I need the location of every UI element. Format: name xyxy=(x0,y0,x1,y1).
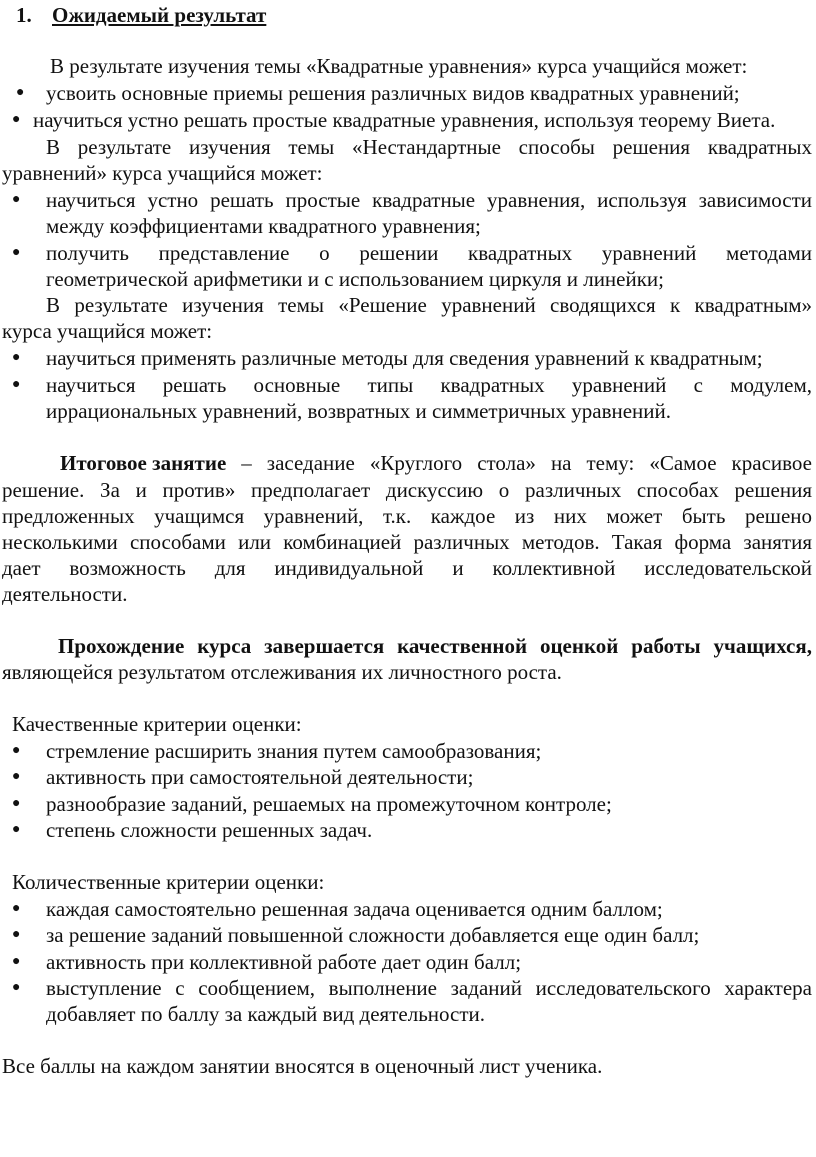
qualitative-item-4: степень сложности решенных задач. xyxy=(46,818,373,842)
block2-bullet2-line1: получить представление о решении квадратных уравнений методами xyxy=(46,241,812,265)
block3-intro-line1: В результате изучения темы «Решение уравнений сводящихся к квадратным» xyxy=(46,293,812,317)
bullet-dot-icon: ● xyxy=(12,796,21,811)
final-lesson-line5: дает возможность для индивидуальной и коллективной исследовательской xyxy=(2,556,812,580)
completion-bold-line: Прохождение курса завершается качественной оценкой работы учащихся, xyxy=(58,634,812,658)
block1-bullet-2: научиться устно решать простые квадратные уравнения, используя теорему Виета. xyxy=(33,108,776,132)
final-lesson-line6: деятельности. xyxy=(2,582,128,606)
bullet-dot-icon: ● xyxy=(12,112,21,127)
final-lesson-line1-rest: – заседание «Круглого стола» на тему: «Самое красивое xyxy=(226,451,812,475)
final-lesson-line3: предложенных учащимся уравнений, т.к. каждое из них может быть решено xyxy=(2,504,812,528)
bullet-dot-icon: ● xyxy=(12,350,21,365)
qualitative-item-1: стремление расширить знания путем самообразования; xyxy=(46,739,542,763)
block2-intro-line2: уравнений» курса учащийся может: xyxy=(2,161,323,185)
block2-bullet1-line2: между коэффициентами квадратного уравнения; xyxy=(46,214,481,238)
bullet-dot-icon: ● xyxy=(12,377,21,392)
block2-intro-line1: В результате изучения темы «Нестандартные способы решения квадратных xyxy=(46,135,812,159)
block1-intro: В результате изучения темы «Квадратные уравнения» курса учащийся может: xyxy=(50,54,748,78)
final-lesson-label: Итоговое занятие xyxy=(60,451,227,475)
quantitative-item-4-line2: добавляет по баллу за каждый вид деятельности. xyxy=(46,1002,486,1026)
block3-intro-line2: курса учащийся может: xyxy=(2,319,213,343)
bullet-dot-icon: ● xyxy=(12,927,21,942)
bullet-dot-icon: ● xyxy=(12,980,21,995)
bullet-dot-icon: ● xyxy=(12,245,21,260)
block2-bullet1-line1: научиться устно решать простые квадратные уравнения, используя зависимости xyxy=(46,188,812,212)
qualitative-item-3: разнообразие заданий, решаемых на промежуточном контроле; xyxy=(46,792,612,816)
quantitative-item-2: за решение заданий повышенной сложности добавляется еще один балл; xyxy=(46,923,700,947)
block1-bullet-1: усвоить основные приемы решения различных видов квадратных уравнений; xyxy=(46,81,740,105)
section-heading: Ожидаемый результат xyxy=(52,3,267,27)
completion-rest-line: являющейся результатом отслеживания их личностного роста. xyxy=(2,660,562,684)
bullet-dot-icon: ● xyxy=(12,901,21,916)
bullet-dot-icon: ● xyxy=(12,954,21,969)
heading-number: 1. xyxy=(16,3,32,27)
footer-line: Все баллы на каждом занятии вносятся в оценочный лист ученика. xyxy=(2,1054,603,1078)
final-lesson-line1 xyxy=(60,450,812,476)
bullet-dot-icon: ● xyxy=(12,743,21,758)
quantitative-title: Количественные критерии оценки: xyxy=(12,870,325,894)
quantitative-item-1: каждая самостоятельно решенная задача оценивается одним баллом; xyxy=(46,897,663,921)
final-lesson-line2: решение. За и против» предполагает дискуссию о различных способах решения xyxy=(2,478,812,502)
block3-bullet-1: научиться применять различные методы для сведения уравнений к квадратным; xyxy=(46,346,763,370)
bullet-dot-icon: ● xyxy=(12,769,21,784)
block2-bullet2-line2: геометрической арифметики и с использованием циркуля и линейки; xyxy=(46,267,665,291)
qualitative-item-2: активность при самостоятельной деятельности; xyxy=(46,765,474,789)
qualitative-title: Качественные критерии оценки: xyxy=(12,712,302,736)
bullet-dot-icon: ● xyxy=(12,192,21,207)
block3-bullet2-line2: иррациональных уравнений, возвратных и симметричных уравнений. xyxy=(46,399,672,423)
quantitative-item-3: активность при коллективной работе дает один балл; xyxy=(46,950,522,974)
bullet-dot-icon: ● xyxy=(16,85,25,100)
final-lesson-line4: несколькими способами или комбинацией различных методов. Такая форма занятия xyxy=(2,530,812,554)
bullet-dot-icon: ● xyxy=(12,822,21,837)
quantitative-item-4-line1: выступление с сообщением, выполнение заданий исследовательского характера xyxy=(46,976,812,1000)
block3-bullet2-line1: научиться решать основные типы квадратных уравнений с модулем, xyxy=(46,373,812,397)
